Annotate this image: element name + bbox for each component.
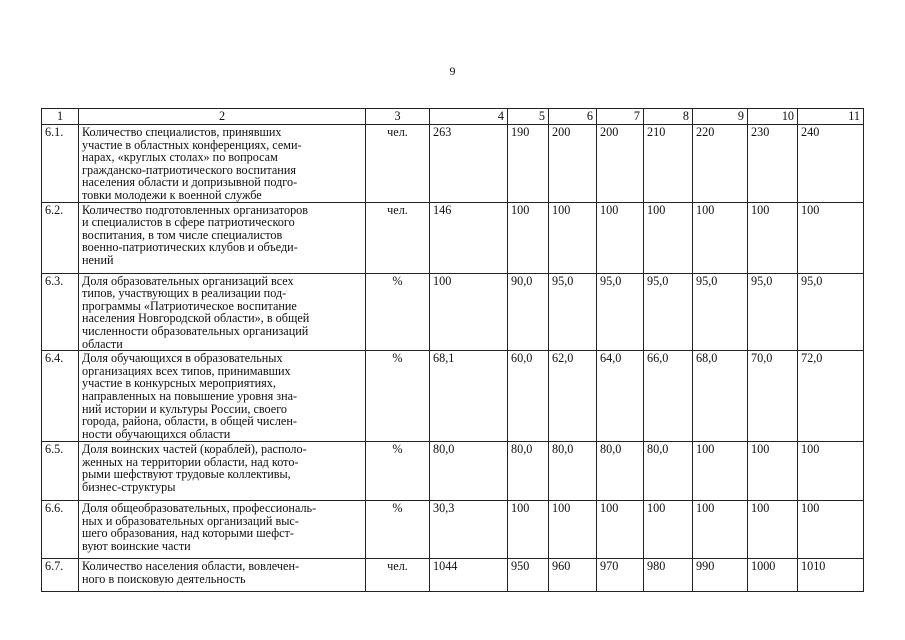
value-cell: 960 <box>549 559 597 592</box>
value-cell: 80,0 <box>508 442 549 501</box>
row-unit: чел. <box>366 125 430 203</box>
description-line: товки молодежи к военной службе <box>82 187 262 202</box>
value-cell: 190 <box>508 125 549 203</box>
value-cell: 80,0 <box>430 442 508 501</box>
value-cell: 80,0 <box>644 442 693 501</box>
value-cell: 100 <box>430 273 508 351</box>
value-cell: 220 <box>693 125 748 203</box>
header-cell: 9 <box>693 109 748 125</box>
value-cell: 200 <box>549 125 597 203</box>
value-cell: 990 <box>693 559 748 592</box>
header-cell: 6 <box>549 109 597 125</box>
row-index: 6.6. <box>42 501 79 559</box>
description-line: ных и образовательных организаций выс- <box>82 513 299 528</box>
value-cell: 146 <box>430 202 508 273</box>
row-description <box>79 501 366 559</box>
row-unit: % <box>366 442 430 501</box>
header-row <box>42 109 864 125</box>
value-cell: 100 <box>693 501 748 559</box>
row-description <box>79 559 366 592</box>
description-line: военно-патриотических клубов и объеди- <box>82 240 298 255</box>
table-row <box>42 125 864 203</box>
value-cell: 1010 <box>798 559 864 592</box>
row-description <box>79 202 366 273</box>
description-line: организациях всех типов, принимавших <box>82 363 291 378</box>
value-cell: 100 <box>508 501 549 559</box>
value-cell: 1044 <box>430 559 508 592</box>
description-line: участие в конкурсных мероприятиях, <box>82 376 276 391</box>
row-description <box>79 442 366 501</box>
value-cell: 95,0 <box>597 273 644 351</box>
table-body <box>42 125 864 592</box>
header-cell: 2 <box>79 109 366 125</box>
description-line: города, района, области, в общей числен- <box>82 414 297 429</box>
value-cell: 100 <box>644 501 693 559</box>
table-row <box>42 202 864 273</box>
value-cell: 100 <box>693 202 748 273</box>
value-cell: 100 <box>748 442 798 501</box>
row-index: 6.3. <box>42 273 79 351</box>
description-line: Количество специалистов, принявших <box>82 125 282 139</box>
value-cell: 100 <box>798 442 864 501</box>
value-cell: 100 <box>549 501 597 559</box>
description-line: Доля обучающихся в образовательных <box>82 351 283 366</box>
value-cell: 200 <box>597 125 644 203</box>
value-cell: 100 <box>597 501 644 559</box>
row-unit: чел. <box>366 202 430 273</box>
header-cell: 3 <box>366 109 430 125</box>
row-unit: % <box>366 501 430 559</box>
value-cell: 95,0 <box>798 273 864 351</box>
description-line: и специалистов в сфере патриотического <box>82 215 295 230</box>
description-line: населения Новгородской области», в общей <box>82 311 310 326</box>
value-cell: 60,0 <box>508 351 549 442</box>
value-cell: 1000 <box>748 559 798 592</box>
row-unit: чел. <box>366 559 430 592</box>
row-index: 6.2. <box>42 202 79 273</box>
value-cell: 62,0 <box>549 351 597 442</box>
description-line: женных на территории области, над кото- <box>82 454 299 469</box>
value-cell: 980 <box>644 559 693 592</box>
description-line: участие в областных конференциях, семи- <box>82 137 302 152</box>
value-cell: 970 <box>597 559 644 592</box>
row-index: 6.7. <box>42 559 79 592</box>
row-description <box>79 351 366 442</box>
table-row <box>42 351 864 442</box>
row-index: 6.1. <box>42 125 79 203</box>
header-cell: 10 <box>748 109 798 125</box>
description-line: Доля образовательных организаций всех <box>82 273 294 288</box>
value-cell: 100 <box>597 202 644 273</box>
value-cell: 240 <box>798 125 864 203</box>
value-cell: 950 <box>508 559 549 592</box>
value-cell: 100 <box>644 202 693 273</box>
description-line: нарах, «круглых столах» по вопросам <box>82 150 278 165</box>
row-description <box>79 273 366 351</box>
description-line: шего образования, над которыми шефст- <box>82 526 294 541</box>
description-line: ности обучающихся области <box>82 426 231 441</box>
indicator-table <box>41 108 864 592</box>
description-line: гражданско-патриотического воспитания <box>82 162 296 177</box>
value-cell: 68,1 <box>430 351 508 442</box>
description-line: Количество подготовленных организаторов <box>82 202 309 217</box>
value-cell: 230 <box>748 125 798 203</box>
description-line: направленных на повышение уровня зна- <box>82 388 298 403</box>
row-unit: % <box>366 273 430 351</box>
value-cell: 68,0 <box>693 351 748 442</box>
header-cell: 1 <box>42 109 79 125</box>
description-line: ного в поисковую деятельность <box>82 571 246 586</box>
description-line: типов, участвующих в реализации под- <box>82 286 287 301</box>
value-cell: 100 <box>748 202 798 273</box>
page-number: 9 <box>449 64 456 78</box>
value-cell: 80,0 <box>549 442 597 501</box>
header-cell: 7 <box>597 109 644 125</box>
table-row <box>42 273 864 351</box>
value-cell: 95,0 <box>748 273 798 351</box>
value-cell: 100 <box>549 202 597 273</box>
header-cell: 11 <box>798 109 864 125</box>
description-line: численности образовательных организаций <box>82 323 309 338</box>
value-cell: 95,0 <box>693 273 748 351</box>
description-line: Количество населения области, вовлечен- <box>82 559 300 574</box>
value-cell: 100 <box>748 501 798 559</box>
description-line: бизнес-структуры <box>82 479 176 494</box>
value-cell: 30,3 <box>430 501 508 559</box>
value-cell: 64,0 <box>597 351 644 442</box>
value-cell: 100 <box>798 501 864 559</box>
row-index: 6.5. <box>42 442 79 501</box>
description-line: области <box>82 336 123 351</box>
description-line: ний истории и культуры России, своего <box>82 401 287 416</box>
value-cell: 95,0 <box>549 273 597 351</box>
description-line: Доля общеобразовательных, профессиональ- <box>82 501 317 516</box>
value-cell: 90,0 <box>508 273 549 351</box>
value-cell: 70,0 <box>748 351 798 442</box>
row-description <box>79 125 366 203</box>
value-cell: 66,0 <box>644 351 693 442</box>
value-cell: 95,0 <box>644 273 693 351</box>
value-cell: 263 <box>430 125 508 203</box>
description-line: вуют воинские части <box>82 538 191 553</box>
header-cell: 8 <box>644 109 693 125</box>
description-line: программы «Патриотическое воспитание <box>82 298 297 313</box>
header-cell: 5 <box>508 109 549 125</box>
value-cell: 210 <box>644 125 693 203</box>
row-index: 6.4. <box>42 351 79 442</box>
description-line: нений <box>82 252 114 267</box>
description-line: Доля воинских частей (кораблей), располо- <box>82 442 307 457</box>
description-line: воспитания, в том числе специалистов <box>82 227 283 242</box>
row-unit: % <box>366 351 430 442</box>
header-cell: 4 <box>430 109 508 125</box>
description-line: рыми шефствуют трудовые коллективы, <box>82 467 291 482</box>
value-cell: 80,0 <box>597 442 644 501</box>
value-cell: 100 <box>798 202 864 273</box>
description-line: населения области и допризывной подго- <box>82 175 298 190</box>
table-row <box>42 559 864 592</box>
value-cell: 100 <box>693 442 748 501</box>
table-row <box>42 442 864 501</box>
table-row <box>42 501 864 559</box>
value-cell: 72,0 <box>798 351 864 442</box>
value-cell: 100 <box>508 202 549 273</box>
